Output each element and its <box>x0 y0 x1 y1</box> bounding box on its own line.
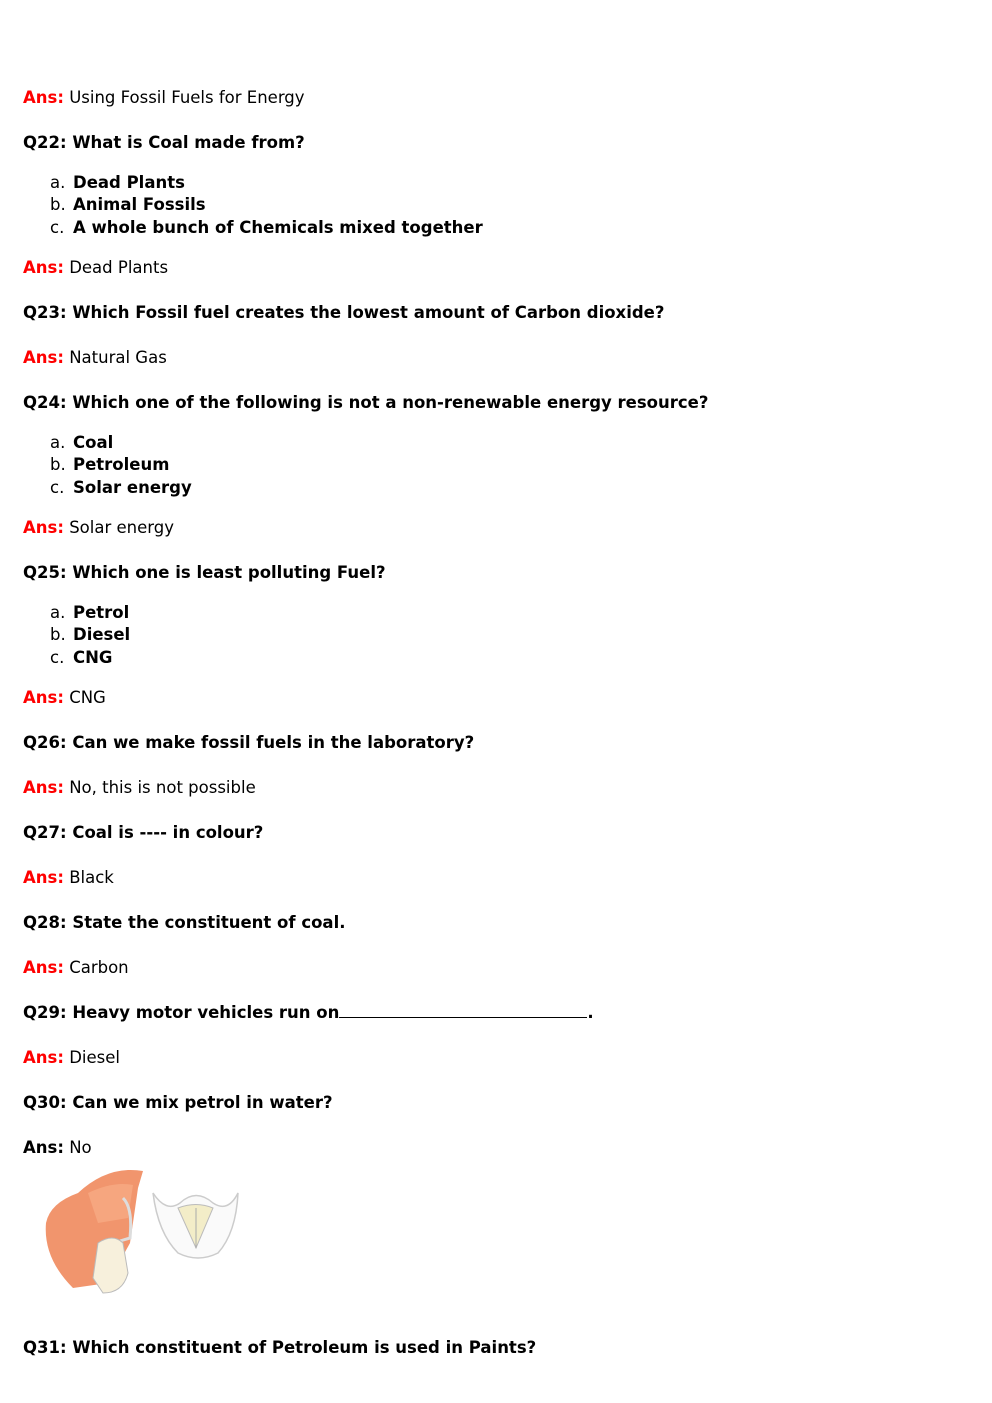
answer-option <box>50 218 483 238</box>
option-letter: a. <box>50 173 66 192</box>
answer-text: Black <box>69 868 114 887</box>
option-text: CNG <box>73 648 113 667</box>
answer-label: Ans: <box>23 1048 64 1067</box>
question-text: Q28: State the constituent of coal. <box>23 913 346 932</box>
answer-text: No, this is not possible <box>69 778 256 797</box>
option-letter: c. <box>50 218 65 237</box>
question-text: Q29: Heavy motor vehicles run on <box>23 1003 340 1022</box>
option-text: Solar energy <box>73 478 192 497</box>
question <box>23 393 708 413</box>
option-letter: a. <box>50 603 66 622</box>
answer <box>23 88 305 108</box>
question <box>23 1093 333 1113</box>
question <box>23 303 664 323</box>
question-text: Q30: Can we mix petrol in water? <box>23 1093 333 1112</box>
answer <box>23 958 129 978</box>
option-text: Diesel <box>73 625 131 644</box>
answer-label: Ans: <box>23 778 64 797</box>
answer-label: Ans: <box>23 258 64 277</box>
question-text: Q27: Coal is ---- in colour? <box>23 823 264 842</box>
option-letter: b. <box>50 195 66 214</box>
answer-text: No <box>69 1138 92 1157</box>
option-text: A whole bunch of Chemicals mixed together <box>73 218 483 237</box>
question-text: Q24: Which one of the following is not a non-renewable energy resource? <box>23 393 709 412</box>
answer-text: Dead Plants <box>69 258 169 277</box>
option-text: Coal <box>73 433 114 452</box>
option-letter: b. <box>50 455 66 474</box>
answer <box>23 688 106 708</box>
larynx-illustration <box>38 1163 243 1298</box>
option-letter: c. <box>50 648 65 667</box>
answer-text: Carbon <box>69 958 129 977</box>
option-letter: b. <box>50 625 66 644</box>
option-text: Dead Plants <box>73 173 185 192</box>
answer-option <box>50 603 129 623</box>
option-text: Petrol <box>73 603 130 622</box>
answer <box>23 348 167 368</box>
answer-option <box>50 648 112 668</box>
answer <box>23 1048 120 1068</box>
answer <box>23 258 168 278</box>
question-text: Q23: Which Fossil fuel creates the lowest amount of Carbon dioxide? <box>23 303 665 322</box>
answer-option <box>50 455 169 475</box>
question <box>23 823 263 843</box>
answer-option <box>50 478 192 498</box>
option-letter: c. <box>50 478 65 497</box>
option-text: Animal Fossils <box>73 195 206 214</box>
question-text: Q22: What is Coal made from? <box>23 133 305 152</box>
answer-label: Ans: <box>23 348 64 367</box>
question-text: Q26: Can we make fossil fuels in the laboratory? <box>23 733 475 752</box>
answer-option <box>50 195 206 215</box>
answer-label: Ans: <box>23 518 64 537</box>
answer-label: Ans: <box>23 688 64 707</box>
answer-label: Ans: <box>23 958 64 977</box>
question <box>23 733 474 753</box>
answer-text: CNG <box>69 688 106 707</box>
question <box>23 913 346 933</box>
question-text: Q31: Which constituent of Petroleum is used in Paints? <box>23 1338 537 1357</box>
answer-label: Ans: <box>23 868 64 887</box>
option-text: Petroleum <box>73 455 170 474</box>
question-text: Q25: Which one is least polluting Fuel? <box>23 563 386 582</box>
answer-text: Diesel <box>69 1048 120 1067</box>
fill-in-blank <box>339 1003 587 1018</box>
answer-label: Ans: <box>23 1138 64 1157</box>
question <box>23 1338 536 1358</box>
answer-text: Using Fossil Fuels for Energy <box>69 88 305 107</box>
option-letter: a. <box>50 433 66 452</box>
answer-option <box>50 625 130 645</box>
answer-text: Natural Gas <box>69 348 167 367</box>
question <box>23 133 305 153</box>
answer-option <box>50 173 185 193</box>
answer <box>23 778 256 798</box>
question-suffix: . <box>587 1003 594 1022</box>
answer <box>23 1138 92 1158</box>
answer-text: Solar energy <box>69 518 174 537</box>
answer-option <box>50 433 113 453</box>
answer-label: Ans: <box>23 88 64 107</box>
answer <box>23 518 174 538</box>
question <box>23 563 386 583</box>
question <box>23 1003 594 1023</box>
answer <box>23 868 114 888</box>
